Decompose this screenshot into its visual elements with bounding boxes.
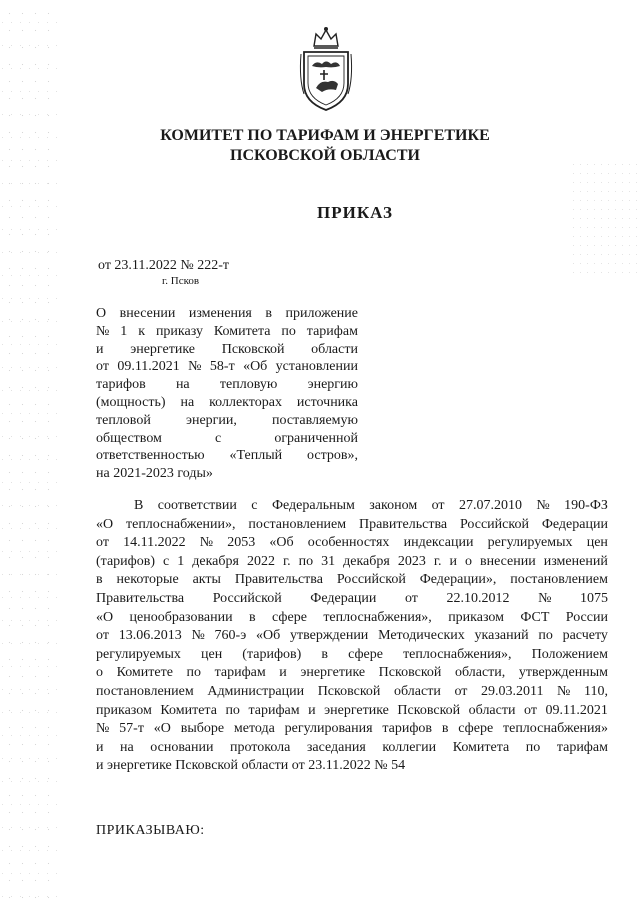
subject-word: № (188, 359, 202, 375)
subject-line (96, 394, 358, 412)
subject-word: внесении (119, 306, 176, 321)
preamble-word: о (96, 665, 103, 681)
preamble-word: сфере (458, 721, 494, 737)
preamble-word: тарифов (382, 721, 433, 737)
preamble-line (96, 627, 608, 646)
preamble-word: Методических (378, 628, 465, 644)
subject-word: к (138, 323, 146, 339)
preamble-word: г. (433, 553, 442, 569)
preamble-word: теплоснабжения», (403, 646, 512, 662)
preamble-word: в (321, 646, 329, 662)
subject-word: приказу (155, 323, 203, 339)
subject-word: от (96, 359, 109, 375)
preamble-word: (тарифов) (242, 646, 302, 662)
preamble-line (96, 571, 608, 590)
preamble-word: В (134, 498, 144, 513)
preamble-word: регулируемых (96, 646, 181, 662)
preamble-word: от (96, 628, 109, 644)
subject-line (96, 323, 358, 341)
preamble-word: «О (153, 721, 171, 737)
preamble-word: Российской (336, 572, 406, 588)
scan-noise-left (0, 0, 60, 905)
subject-word: на (180, 394, 195, 410)
preamble-word: цен (586, 535, 608, 551)
preamble-word: № (538, 590, 552, 606)
preamble-line (96, 534, 608, 553)
preamble-word: тарифам (248, 702, 300, 718)
preamble-word: по (186, 665, 202, 681)
preamble-word: № (199, 535, 214, 551)
preamble-word: 29.03.2011 (480, 683, 544, 699)
preamble-word: сфере (272, 609, 307, 625)
subject-word: коллекторах (209, 394, 282, 410)
preamble-word: Комитета (452, 739, 510, 755)
preamble-word: постановлением (510, 572, 608, 588)
preamble-word: регулирования (284, 721, 373, 737)
preamble-line (96, 590, 608, 609)
preamble-word: 09.11.2021 (545, 702, 608, 718)
preamble-word: Российской (212, 590, 282, 606)
preamble-word: «О (96, 609, 114, 625)
subject-word: поставляемую (272, 412, 358, 428)
subject-word: приложение (285, 306, 358, 321)
preamble-word: 31 (321, 553, 336, 569)
command-word: ПРИКАЗЫВАЮ: (96, 823, 205, 838)
preamble-word: 190-ФЗ (564, 498, 608, 513)
subject-word: источника (296, 394, 358, 410)
subject-word: области (311, 341, 358, 357)
preamble-word: Псковской (317, 683, 381, 699)
subject-line (96, 376, 358, 394)
preamble-word: области (468, 702, 516, 718)
preamble-word: метода (233, 721, 275, 737)
preamble-word: тарифам (214, 665, 266, 681)
preamble-word: 110, (584, 683, 608, 699)
preamble-word: с (251, 498, 258, 513)
preamble-word: 1 (177, 553, 185, 569)
place-of-issue: г. Псков (162, 275, 200, 287)
preamble-word: Федеральным (271, 498, 355, 513)
preamble-word: цен (201, 646, 223, 662)
preamble-word: теплоснабжения», (323, 609, 432, 625)
subject-word: «Теплый (229, 448, 283, 464)
preamble-line (96, 516, 608, 535)
organization-title-line-1: КОМИТЕТ ПО ТАРИФАМ И ЭНЕРГЕТИКЕ (160, 127, 490, 144)
preamble-word: некоторые (116, 572, 179, 588)
subject-word: в (265, 306, 272, 321)
subject-word: (мощность) (96, 394, 166, 410)
preamble-word: соответствии (157, 498, 237, 513)
preamble-word: Правительства (358, 516, 448, 532)
preamble-word: о (464, 553, 472, 569)
preamble-word: изменений (543, 553, 608, 569)
preamble-word: в (441, 721, 449, 737)
preamble-word: от (431, 498, 445, 513)
preamble-word: расчету (562, 628, 608, 644)
subject-word: «Об (243, 359, 268, 375)
subject-word: тарифам (306, 323, 358, 339)
preamble-word: Российской (459, 516, 529, 532)
preamble-word: постановлением (96, 683, 194, 699)
preamble-word: Комитета (160, 702, 217, 718)
preamble-word: постановлением (248, 516, 347, 532)
preamble-word: г. (282, 553, 291, 569)
subject-word: с (215, 430, 222, 446)
preamble-word: декабря (343, 553, 390, 569)
preamble-word: № (536, 498, 550, 513)
preamble-word: по (538, 628, 553, 644)
preamble-line (96, 757, 608, 776)
preamble-word: внесении (479, 553, 536, 569)
subject-word: тепловую (219, 377, 278, 393)
preamble-word: в (96, 572, 103, 588)
subject-word: О (96, 306, 107, 321)
subject-word: энергетике (130, 341, 195, 357)
preamble-word: от (454, 683, 468, 699)
preamble-word: Администрации (207, 683, 305, 699)
preamble-word: Правительства (96, 590, 185, 606)
preamble-word: указаний (474, 628, 529, 644)
preamble-word: регулируемых (487, 535, 573, 551)
subject-line (96, 341, 358, 359)
preamble-line (96, 664, 608, 683)
preamble-word: по (225, 702, 240, 718)
preamble-word: коллегии (382, 739, 437, 755)
preamble-word: 2023 (397, 553, 426, 569)
subject-word: на (175, 377, 190, 393)
preamble-word: 27.07.2010 (458, 498, 522, 513)
subject-word: ограниченной (274, 430, 358, 446)
coat-of-arms-icon (298, 24, 354, 112)
preamble-line (96, 646, 608, 665)
preamble-word: выборе (180, 721, 225, 737)
preamble-word: и (96, 739, 104, 755)
subject-word: 58-т (209, 359, 235, 375)
preamble-word: ФСТ (520, 609, 550, 625)
preamble-word: и (279, 665, 287, 681)
organization-title-line-2: ПСКОВСКОЙ ОБЛАСТИ (230, 147, 420, 164)
preamble-word: России (565, 609, 608, 625)
preamble-word: от (96, 535, 109, 551)
preamble-word: Федерации (541, 516, 608, 532)
preamble-word: утвержденным (518, 665, 608, 681)
preamble-word: Комитете (116, 665, 173, 681)
subject-word: ответственностью (96, 448, 205, 464)
preamble-word: и (449, 553, 457, 569)
subject-word: Псковской (221, 341, 285, 357)
preamble-word: приказом (96, 702, 152, 718)
preamble-word: тарифам (556, 739, 608, 755)
preamble-word: № (96, 721, 110, 737)
subject-word: энергии, (185, 412, 237, 428)
scan-noise-right (570, 160, 640, 280)
preamble-word: № (191, 628, 205, 644)
preamble-word: теплоснабжении», (125, 516, 236, 532)
preamble-word: сфере (348, 646, 383, 662)
subject-word: тепловой (96, 412, 151, 428)
subject-word: энергию (307, 377, 358, 393)
preamble-word: по (298, 553, 314, 569)
subject-word: по (281, 323, 296, 339)
preamble-line (96, 497, 608, 516)
date-and-number: от 23.11.2022 № 222-т (98, 258, 230, 273)
preamble-word: «Об (255, 628, 281, 644)
preamble-word: 57-т (119, 721, 144, 737)
subject-word: 1 (120, 323, 128, 339)
preamble-word: акты (192, 572, 221, 588)
preamble-line (96, 720, 608, 739)
preamble-word: (тарифов) (96, 553, 156, 569)
preamble-line (96, 683, 608, 702)
preamble-word: 14.11.2022 (123, 535, 186, 551)
preamble-word: индексации (403, 535, 474, 551)
preamble-word: Псковской (397, 702, 461, 718)
preamble-word: от (404, 590, 418, 606)
preamble-word: «Об (269, 535, 294, 551)
preamble-word: по (525, 739, 541, 755)
preamble-word: приказом (448, 609, 505, 625)
preamble-word: заседания (306, 739, 366, 755)
preamble-word: № (557, 683, 571, 699)
subject-line (96, 430, 358, 448)
subject-word: на 2021-2023 годы» (96, 466, 213, 482)
preamble-word: области (394, 683, 441, 699)
preamble-word: 760-э (214, 628, 247, 644)
preamble-word: декабря (192, 553, 239, 569)
preamble-line (96, 609, 608, 628)
preamble-word: «О (96, 516, 114, 532)
preamble-word: 22.10.2012 (446, 590, 510, 606)
subject-word: Комитета (213, 323, 271, 339)
preamble-word: Псковской (378, 665, 442, 681)
order-subject (96, 305, 358, 483)
preamble-line (96, 553, 608, 572)
preamble-word: 13.06.2013 (118, 628, 182, 644)
preamble-word: и энергетике Псковской области от 23.11.2022 № 54 (96, 758, 406, 774)
preamble-line (96, 739, 608, 758)
subject-word: обществом (96, 430, 162, 446)
preamble-word: 2053 (227, 535, 256, 551)
preamble-word: основании (150, 739, 214, 755)
preamble-word: Правительства (234, 572, 323, 588)
subject-word: и (96, 341, 104, 357)
preamble-word: Федерации (310, 590, 377, 606)
subject-word: остров», (307, 448, 358, 464)
subject-word: 09.11.2021 (117, 359, 180, 375)
preamble-word: ценообразовании (129, 609, 233, 625)
preamble-word: энергетике (300, 665, 366, 681)
subject-line (96, 358, 358, 376)
subject-word: тарифов (96, 377, 146, 393)
order-preamble (96, 497, 608, 776)
preamble-word: 1075 (580, 590, 608, 606)
preamble-word: законом (369, 498, 418, 513)
preamble-line (96, 702, 608, 721)
preamble-word: Федерации», (419, 572, 497, 588)
preamble-word: в (249, 609, 256, 625)
preamble-word: энергетике (324, 702, 389, 718)
preamble-word: на (120, 739, 134, 755)
preamble-word: с (163, 553, 170, 569)
subject-line (96, 305, 358, 323)
preamble-word: особенностях (307, 535, 390, 551)
preamble-word: утверждении (289, 628, 369, 644)
preamble-word: теплоснабжения» (502, 721, 608, 737)
preamble-word: от (524, 702, 537, 718)
subject-word: № (96, 323, 110, 339)
subject-line (96, 447, 358, 465)
organization-title (150, 126, 500, 166)
subject-word: изменения (188, 306, 252, 321)
subject-line (96, 465, 358, 483)
subject-word: установлении (275, 359, 358, 375)
preamble-word: области, (454, 665, 506, 681)
preamble-word: Положением (531, 646, 608, 662)
document-type: ПРИКАЗ (317, 203, 393, 222)
preamble-word: протокола (229, 739, 291, 755)
subject-line (96, 412, 358, 430)
preamble-word: и (308, 702, 316, 718)
preamble-word: 2022 (246, 553, 275, 569)
